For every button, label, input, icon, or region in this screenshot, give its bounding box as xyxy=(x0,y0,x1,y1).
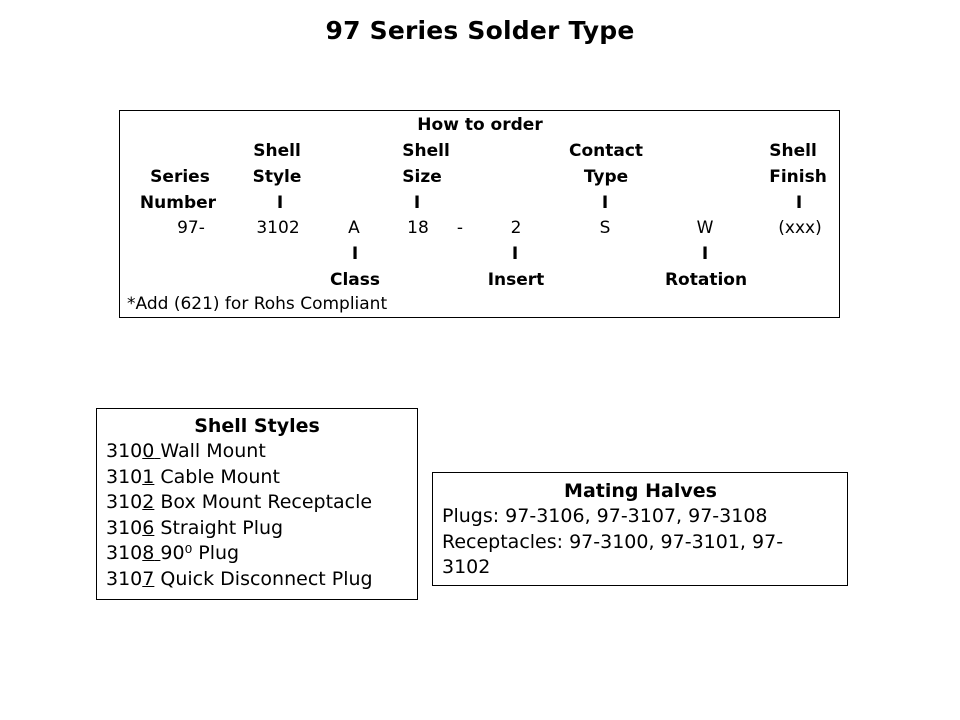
shell-finish-header: Shell xyxy=(769,141,817,161)
shell-size-marker: I xyxy=(413,193,421,213)
value-class: A xyxy=(348,218,360,238)
value-rotation: W xyxy=(696,218,714,238)
receptacles-line: Receptacles: 97-3100, 97-3101, 97- xyxy=(442,530,784,553)
page-title: 97 Series Solder Type xyxy=(325,16,635,45)
mating-halves-heading: Mating Halves xyxy=(564,480,717,502)
series-number-header: Number xyxy=(139,193,217,213)
class-marker: I xyxy=(351,244,359,264)
shell-style-item: 3102 Box Mount Receptacle xyxy=(106,491,373,514)
shell-style-header: Shell xyxy=(253,141,301,161)
shell-size-header-2: Size xyxy=(402,167,442,187)
shell-style-item: 3107 Quick Disconnect Plug xyxy=(106,567,373,590)
value-series: 97- xyxy=(177,218,205,238)
value-contact-type: S xyxy=(599,218,611,238)
shell-style-header-2: Style xyxy=(252,167,302,187)
shell-style-item: 3108 90⁰ Plug xyxy=(106,542,240,565)
contact-type-header-2: Type xyxy=(583,167,629,187)
shell-styles-heading: Shell Styles xyxy=(194,415,320,437)
shell-size-header: Shell xyxy=(402,141,450,161)
shell-finish-marker: I xyxy=(795,193,803,213)
insert-label: Insert xyxy=(487,270,545,290)
shell-style-item: 3101 Cable Mount xyxy=(106,465,280,488)
rotation-marker: I xyxy=(701,244,709,264)
shell-style-item: 3100 Wall Mount xyxy=(106,440,266,462)
plugs-line: Plugs: 97-3106, 97-3107, 97-3108 xyxy=(442,505,768,527)
value-shell-finish: (xxx) xyxy=(778,218,822,238)
receptacles-line-continued: 3102 xyxy=(442,556,491,578)
value-shell-size: 18 xyxy=(407,218,429,238)
value-insert: 2 xyxy=(510,218,522,238)
how-to-order-table xyxy=(119,110,840,318)
insert-marker: I xyxy=(511,244,519,264)
class-label: Class xyxy=(329,270,381,290)
how-to-order-heading: How to order xyxy=(417,115,543,135)
shell-style-marker: I xyxy=(276,193,284,213)
value-shell-style: 3102 xyxy=(256,218,300,238)
shell-finish-header-2: Finish xyxy=(769,167,827,187)
shell-styles-box xyxy=(96,408,418,600)
value-dash: - xyxy=(456,218,464,238)
rohs-note: *Add (621) for Rohs Compliant xyxy=(127,294,388,314)
contact-type-marker: I xyxy=(601,193,609,213)
mating-halves-box xyxy=(432,472,848,586)
rotation-label: Rotation xyxy=(664,270,748,290)
contact-type-header: Contact xyxy=(568,141,644,161)
shell-style-item: 3106 Straight Plug xyxy=(106,516,284,539)
series-header: Series xyxy=(150,167,210,187)
